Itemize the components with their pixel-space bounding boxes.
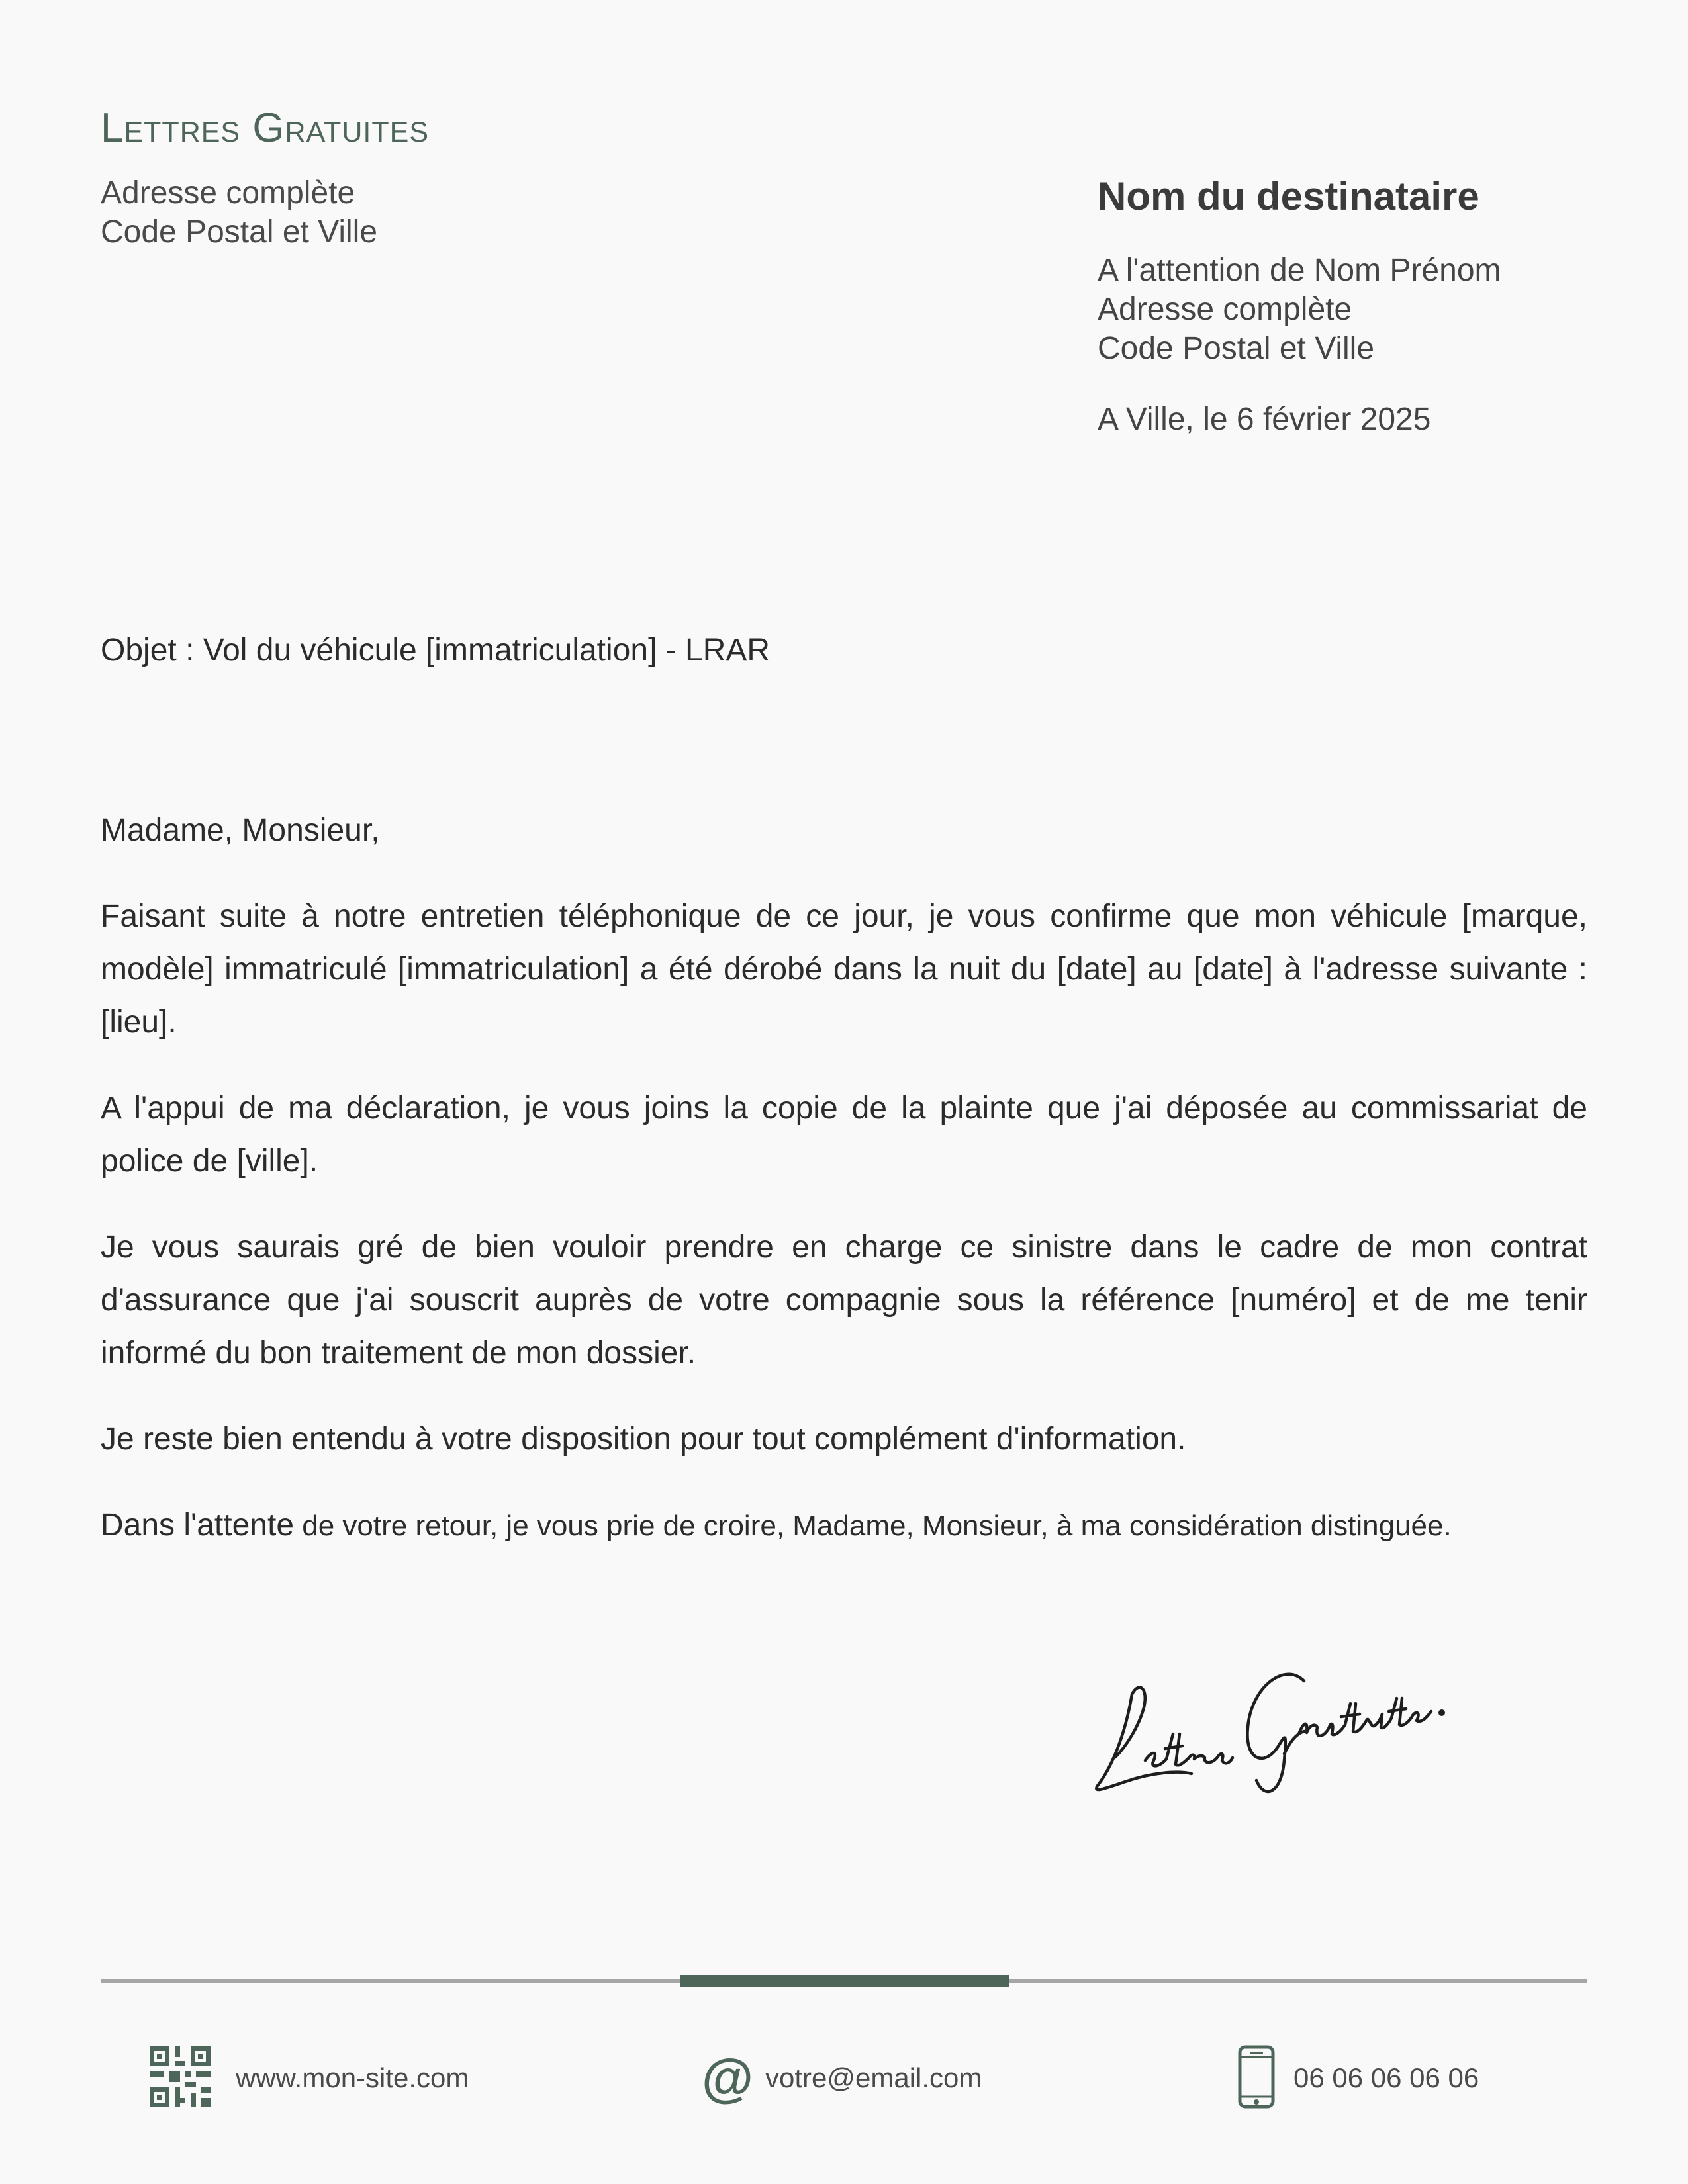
footer-phone xyxy=(1238,2045,1479,2111)
letter-date: A Ville, le 6 février 2025 xyxy=(1098,402,1431,437)
sender-name: Lettres Gratuites xyxy=(101,105,429,151)
email-text: votre@email.com xyxy=(765,2062,982,2093)
recipient-name: Nom du destinataire xyxy=(1098,174,1479,218)
salutation: Madame, Monsieur, xyxy=(101,813,380,848)
recipient-address-line: Adresse complète xyxy=(1098,292,1352,327)
recipient-block xyxy=(1098,173,1627,437)
footer-website xyxy=(150,2045,469,2111)
letter-body xyxy=(101,804,1587,1586)
sender-address xyxy=(101,173,377,251)
website-text: www.mon-site.com xyxy=(236,2062,469,2093)
letter-subject: Objet : Vol du véhicule [immatriculation] - LRAR xyxy=(101,633,771,668)
closing-paragraph xyxy=(101,1499,1587,1553)
at-icon: @ xyxy=(702,2048,754,2107)
footer-email xyxy=(702,2045,982,2111)
closing-start: Dans l'attente xyxy=(101,1508,295,1543)
phone-text: 06 06 06 06 06 xyxy=(1293,2062,1479,2093)
sender-city-line: Code Postal et Ville xyxy=(101,214,378,250)
recipient-city-line: Code Postal et Ville xyxy=(1098,331,1375,366)
recipient-address xyxy=(1098,251,1627,368)
handwritten-signature xyxy=(1086,1635,1456,1810)
recipient-attention: A l'attention de Nom Prénom xyxy=(1098,253,1501,288)
closing-end: de votre retour, je vous prie de croire, Madame, Monsieur, à ma considération distinguée. xyxy=(294,1510,1452,1542)
body-paragraph-4: Je reste bien entendu à votre disposition pour tout complément d'information. xyxy=(101,1422,1186,1457)
sender-address-line: Adresse complète xyxy=(101,175,355,210)
phone-icon xyxy=(1238,2045,1275,2112)
body-paragraph-1: Faisant suite à notre entretien téléphonique de ce jour, je vous confirme que mon véhicule [marque, modèle] immatriculé [immatriculation] a été dérobé dans la nuit du [date] au [date] à l'adresse suivante : [lieu]. xyxy=(101,899,1587,1040)
footer-divider-accent xyxy=(680,1975,1009,1987)
qr-code-icon xyxy=(150,2046,211,2111)
body-paragraph-3: Je vous saurais gré de bien vouloir prendre en charge ce sinistre dans le cadre de mon contrat d'assurance que j'ai souscrit auprès de votre compagnie sous la référence [numéro] et de me tenir informé du bon traitement de mon dossier. xyxy=(101,1230,1587,1371)
body-paragraph-2: A l'appui de ma déclaration, je vous joins la copie de la plainte que j'ai déposée au commissariat de police de [ville]. xyxy=(101,1091,1587,1179)
